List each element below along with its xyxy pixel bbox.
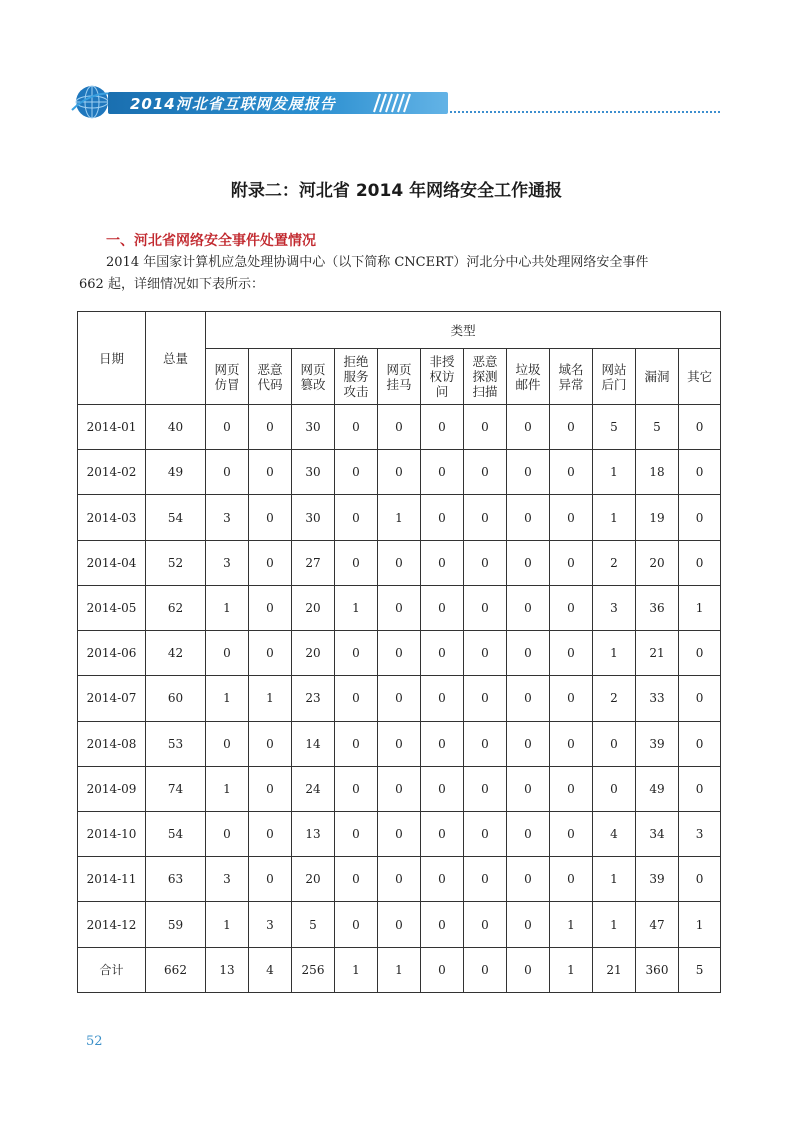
cell-value: 0 <box>550 811 593 856</box>
cell-value: 5 <box>292 902 335 947</box>
header-type-line: 恶意 <box>257 361 283 377</box>
cell-value: 30 <box>292 495 335 540</box>
cell-value: 0 <box>335 405 378 450</box>
cell-value: 0 <box>249 766 292 811</box>
cell-value: 0 <box>378 721 421 766</box>
table-sum-row <box>78 947 721 992</box>
cell-value: 0 <box>464 631 507 676</box>
cell-value: 1 <box>206 676 249 721</box>
page-number: 52 <box>86 1034 103 1049</box>
cell-total: 54 <box>146 495 206 540</box>
cell-total: 53 <box>146 721 206 766</box>
cell-value: 0 <box>464 540 507 585</box>
cell-value: 0 <box>249 811 292 856</box>
cell-value: 0 <box>593 721 636 766</box>
cell-date: 2014-09 <box>78 766 146 811</box>
header-type-1 <box>249 349 292 405</box>
cell-value: 0 <box>550 405 593 450</box>
header-type-line: 攻击 <box>343 384 369 399</box>
cell-value: 0 <box>249 721 292 766</box>
cell-value: 47 <box>636 902 679 947</box>
cell-value: 1 <box>206 902 249 947</box>
cell-value: 18 <box>636 450 679 495</box>
intro-line-1: 2014 年国家计算机应急处理协调中心（以下简称 CNCERT）河北分中心共处理网络安全事件 <box>106 255 649 270</box>
cell-value: 1 <box>378 947 421 992</box>
cell-value: 1 <box>593 631 636 676</box>
header-type-group: 类型 <box>206 312 721 349</box>
header-type-line: 漏洞 <box>644 369 670 384</box>
cell-value: 0 <box>421 585 464 630</box>
cell-value: 0 <box>421 811 464 856</box>
table-row <box>78 405 721 450</box>
cell-value: 0 <box>421 631 464 676</box>
table-row <box>78 766 721 811</box>
cell-value: 20 <box>292 631 335 676</box>
cell-value: 0 <box>550 721 593 766</box>
header-type-11 <box>679 349 721 405</box>
header-type-line: 代码 <box>257 376 283 392</box>
cell-value: 0 <box>206 811 249 856</box>
cell-value: 1 <box>206 766 249 811</box>
cell-value: 23 <box>292 676 335 721</box>
cell-value: 21 <box>636 631 679 676</box>
cell-value: 0 <box>679 857 721 902</box>
cell-value: 33 <box>636 676 679 721</box>
cell-value: 0 <box>378 450 421 495</box>
header-type-9 <box>593 349 636 405</box>
cell-value: 0 <box>421 450 464 495</box>
cell-value: 4 <box>593 811 636 856</box>
cell-date: 2014-02 <box>78 450 146 495</box>
header-banner <box>70 84 720 120</box>
table-row <box>78 902 721 947</box>
cell-value: 0 <box>378 405 421 450</box>
cell-value: 0 <box>679 495 721 540</box>
cell-value: 4 <box>249 947 292 992</box>
cell-value: 0 <box>421 947 464 992</box>
cell-value: 20 <box>292 585 335 630</box>
cell-value: 27 <box>292 540 335 585</box>
cell-value: 0 <box>507 585 550 630</box>
cell-date: 2014-10 <box>78 811 146 856</box>
header-type-line: 挂马 <box>386 376 412 392</box>
table-row <box>78 811 721 856</box>
cell-value: 0 <box>421 766 464 811</box>
cell-total: 40 <box>146 405 206 450</box>
cell-value: 0 <box>378 902 421 947</box>
cell-value: 30 <box>292 405 335 450</box>
cell-total: 662 <box>146 947 206 992</box>
header-type-7 <box>507 349 550 405</box>
cell-value: 0 <box>335 676 378 721</box>
cell-value: 0 <box>464 947 507 992</box>
cell-value: 20 <box>292 857 335 902</box>
header-type-4 <box>378 349 421 405</box>
cell-value: 0 <box>335 721 378 766</box>
header-type-line: 权访 <box>429 369 455 384</box>
cell-value: 0 <box>464 450 507 495</box>
cell-value: 0 <box>249 540 292 585</box>
intro-paragraph <box>79 252 720 296</box>
cell-value: 0 <box>206 450 249 495</box>
banner-dotted-rule <box>450 111 720 113</box>
cell-value: 0 <box>679 721 721 766</box>
cell-total: 74 <box>146 766 206 811</box>
section-heading: 一、河北省网络安全事件处置情况 <box>106 233 316 249</box>
cell-value: 360 <box>636 947 679 992</box>
cell-value: 0 <box>464 721 507 766</box>
cell-value: 0 <box>249 631 292 676</box>
cell-value: 1 <box>378 495 421 540</box>
cell-value: 0 <box>335 857 378 902</box>
document-title: 附录二：河北省 2014 年网络安全工作通报 <box>230 181 563 201</box>
cell-date: 2014-12 <box>78 902 146 947</box>
cell-value: 0 <box>507 766 550 811</box>
cell-value: 13 <box>206 947 249 992</box>
cell-value: 34 <box>636 811 679 856</box>
header-type-line: 服务 <box>343 369 369 384</box>
cell-value: 3 <box>593 585 636 630</box>
cell-value: 0 <box>464 811 507 856</box>
cell-value: 0 <box>507 857 550 902</box>
cell-value: 0 <box>206 631 249 676</box>
cell-value: 0 <box>679 450 721 495</box>
cell-date: 2014-11 <box>78 857 146 902</box>
cell-value: 0 <box>206 721 249 766</box>
cell-value: 5 <box>636 405 679 450</box>
cell-value: 0 <box>421 857 464 902</box>
cell-value: 0 <box>464 585 507 630</box>
cell-value: 0 <box>378 631 421 676</box>
cell-value: 0 <box>507 811 550 856</box>
cell-value: 1 <box>593 450 636 495</box>
cell-value: 0 <box>464 766 507 811</box>
header-type-line: 拒绝 <box>343 354 369 369</box>
cell-value: 1 <box>335 585 378 630</box>
cell-value: 0 <box>550 857 593 902</box>
cell-date: 2014-03 <box>78 495 146 540</box>
header-type-line: 探测 <box>472 369 498 384</box>
cell-value: 36 <box>636 585 679 630</box>
cell-value: 1 <box>335 947 378 992</box>
cell-value: 0 <box>464 857 507 902</box>
cell-value: 1 <box>593 857 636 902</box>
cell-date: 2014-04 <box>78 540 146 585</box>
cell-value: 0 <box>507 405 550 450</box>
cell-value: 0 <box>335 811 378 856</box>
cell-total: 42 <box>146 631 206 676</box>
cell-value: 0 <box>378 585 421 630</box>
cell-value: 0 <box>550 495 593 540</box>
banner-stripes-icon <box>368 92 438 114</box>
header-type-5 <box>421 349 464 405</box>
cell-value: 3 <box>206 540 249 585</box>
header-date: 日期 <box>78 312 146 405</box>
header-total: 总量 <box>146 312 206 405</box>
cell-value: 1 <box>550 902 593 947</box>
cell-value: 1 <box>679 902 721 947</box>
cell-value: 2 <box>593 676 636 721</box>
incident-table <box>77 311 721 993</box>
cell-value: 39 <box>636 721 679 766</box>
cell-value: 0 <box>249 585 292 630</box>
cell-value: 0 <box>335 495 378 540</box>
cell-value: 0 <box>679 676 721 721</box>
cell-value: 0 <box>335 450 378 495</box>
cell-value: 0 <box>507 450 550 495</box>
cell-value: 30 <box>292 450 335 495</box>
cell-total: 49 <box>146 450 206 495</box>
cell-value: 2 <box>593 540 636 585</box>
header-type-8 <box>550 349 593 405</box>
table-body <box>78 405 721 993</box>
cell-date: 2014-07 <box>78 676 146 721</box>
cell-value: 0 <box>335 766 378 811</box>
cell-date: 2014-08 <box>78 721 146 766</box>
table-header-row <box>78 312 721 349</box>
cell-value: 0 <box>249 450 292 495</box>
cell-value: 0 <box>464 902 507 947</box>
table-row <box>78 631 721 676</box>
header-type-line: 后门 <box>601 376 627 392</box>
cell-value: 14 <box>292 721 335 766</box>
cell-value: 0 <box>249 405 292 450</box>
header-type-line: 扫描 <box>472 384 498 399</box>
header-type-6 <box>464 349 507 405</box>
cell-value: 0 <box>550 540 593 585</box>
cell-value: 0 <box>507 540 550 585</box>
cell-value: 1 <box>593 902 636 947</box>
header-type-10 <box>636 349 679 405</box>
cell-value: 0 <box>421 495 464 540</box>
cell-value: 0 <box>421 405 464 450</box>
cell-value: 0 <box>679 766 721 811</box>
table-row <box>78 540 721 585</box>
cell-total: 62 <box>146 585 206 630</box>
cell-value: 0 <box>378 857 421 902</box>
table-row <box>78 585 721 630</box>
cell-date: 2014-06 <box>78 631 146 676</box>
cell-value: 1 <box>249 676 292 721</box>
header-type-line: 网站 <box>601 361 627 377</box>
cell-value: 49 <box>636 766 679 811</box>
header-type-line: 垃圾 <box>515 361 541 377</box>
header-type-line: 问 <box>435 384 449 399</box>
header-type-2 <box>292 349 335 405</box>
cell-value: 1 <box>550 947 593 992</box>
cell-value: 0 <box>335 631 378 676</box>
header-type-3 <box>335 349 378 405</box>
cell-value: 3 <box>206 495 249 540</box>
intro-line-2: 662 起，详细情况如下表所示： <box>79 277 264 292</box>
cell-value: 1 <box>206 585 249 630</box>
cell-value: 0 <box>206 405 249 450</box>
cell-value: 5 <box>593 405 636 450</box>
cell-value: 0 <box>421 902 464 947</box>
header-type-line: 网页 <box>300 361 326 377</box>
cell-value: 19 <box>636 495 679 540</box>
cell-value: 0 <box>378 811 421 856</box>
header-type-line: 仿冒 <box>214 376 240 392</box>
cell-value: 21 <box>593 947 636 992</box>
cell-value: 0 <box>464 405 507 450</box>
cell-value: 0 <box>679 631 721 676</box>
header-type-line: 篡改 <box>300 376 326 392</box>
cell-value: 0 <box>507 676 550 721</box>
table-row <box>78 676 721 721</box>
cell-total: 63 <box>146 857 206 902</box>
cell-value: 24 <box>292 766 335 811</box>
cell-value: 3 <box>249 902 292 947</box>
cell-value: 0 <box>507 947 550 992</box>
cell-value: 0 <box>335 540 378 585</box>
cell-total: 52 <box>146 540 206 585</box>
cell-value: 0 <box>550 585 593 630</box>
cell-value: 256 <box>292 947 335 992</box>
cell-value: 5 <box>679 947 721 992</box>
cell-date: 2014-01 <box>78 405 146 450</box>
header-type-line: 网页 <box>386 361 412 377</box>
header-type-line: 非授 <box>429 354 455 369</box>
table-row <box>78 721 721 766</box>
cell-value: 3 <box>206 857 249 902</box>
header-type-line: 其它 <box>687 369 713 384</box>
cell-date: 2014-05 <box>78 585 146 630</box>
cell-value: 0 <box>550 766 593 811</box>
cell-value: 20 <box>636 540 679 585</box>
cell-value: 0 <box>550 676 593 721</box>
cell-value: 0 <box>249 495 292 540</box>
cell-value: 0 <box>679 405 721 450</box>
cell-value: 0 <box>249 857 292 902</box>
cell-value: 0 <box>378 676 421 721</box>
cell-date: 合计 <box>78 947 146 992</box>
cell-value: 1 <box>679 585 721 630</box>
cell-value: 0 <box>507 721 550 766</box>
cell-total: 60 <box>146 676 206 721</box>
header-type-line: 邮件 <box>515 376 541 392</box>
cell-value: 0 <box>550 631 593 676</box>
cell-value: 0 <box>507 495 550 540</box>
cell-value: 0 <box>421 676 464 721</box>
header-type-line: 异常 <box>558 376 584 392</box>
cell-total: 59 <box>146 902 206 947</box>
cell-value: 1 <box>593 495 636 540</box>
header-type-line: 网页 <box>214 361 240 377</box>
table-row <box>78 450 721 495</box>
cell-value: 3 <box>679 811 721 856</box>
cell-value: 0 <box>464 676 507 721</box>
cell-value: 0 <box>550 450 593 495</box>
cell-value: 0 <box>593 766 636 811</box>
cell-value: 13 <box>292 811 335 856</box>
cell-value: 0 <box>378 766 421 811</box>
header-type-0 <box>206 349 249 405</box>
table-row <box>78 857 721 902</box>
cell-value: 0 <box>464 495 507 540</box>
cell-value: 0 <box>679 540 721 585</box>
cell-value: 0 <box>507 631 550 676</box>
header-type-line: 恶意 <box>472 354 498 369</box>
header-type-line: 域名 <box>558 361 584 377</box>
cell-total: 54 <box>146 811 206 856</box>
cell-value: 0 <box>421 721 464 766</box>
cell-value: 0 <box>335 902 378 947</box>
cell-value: 39 <box>636 857 679 902</box>
cell-value: 0 <box>507 902 550 947</box>
cell-value: 0 <box>378 540 421 585</box>
table-row <box>78 495 721 540</box>
cell-value: 0 <box>421 540 464 585</box>
banner-title: 2014河北省互联网发展报告 <box>130 95 336 113</box>
